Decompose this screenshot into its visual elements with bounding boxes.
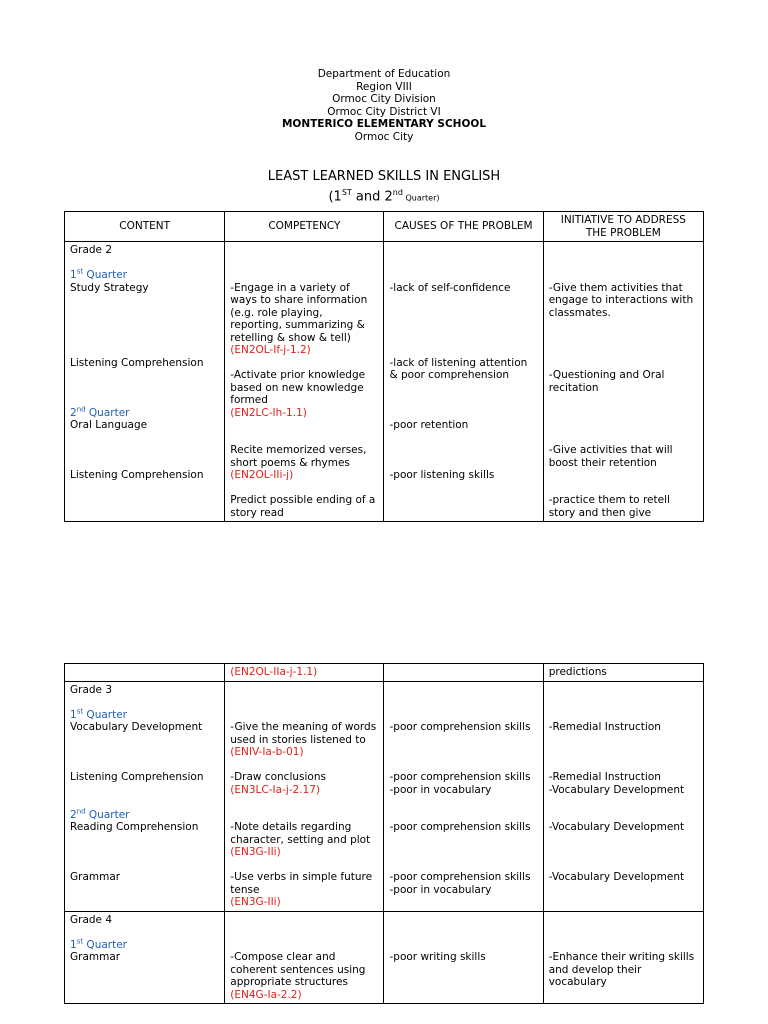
cell-line (549, 926, 698, 939)
cell-line (389, 859, 537, 872)
cell-line: -Vocabulary Development (548, 871, 685, 883)
cell-line: story and then give (548, 506, 652, 519)
quarter-label: 2nd Quarter (70, 807, 130, 821)
cell-line (70, 759, 219, 772)
cell-line (549, 696, 698, 709)
skills-table-page-1 (64, 211, 704, 522)
cell-line (70, 846, 219, 859)
cell-line: character, setting and plot (230, 833, 371, 846)
cell-line: -poor comprehension skills (389, 871, 531, 883)
competency-code: (EN2LC-Ih-1.1) (230, 406, 307, 419)
cell-line (549, 809, 698, 822)
cell-line: -Note details regarding (230, 821, 352, 833)
cell-line (389, 734, 537, 747)
cell-line (549, 734, 698, 747)
cell-line (70, 746, 219, 759)
cell-line: -Vocabulary Development (548, 783, 685, 796)
cell-line (389, 444, 537, 457)
cell-line: Grammar (70, 871, 121, 883)
cell-line (70, 432, 219, 445)
cell-line (549, 939, 698, 952)
cell-line (549, 332, 698, 345)
cell-line (389, 257, 537, 270)
cell-line: Reading Comprehension (70, 821, 199, 833)
cell-line (389, 407, 537, 420)
cell-line (549, 684, 698, 697)
cell-line: -poor comprehension skills (389, 821, 531, 833)
cell-line (230, 419, 378, 432)
cell-line (70, 444, 219, 457)
header-causes: CAUSES OF THE PROBLEM (384, 212, 543, 242)
competency-code: (EN3G-IIi) (230, 896, 281, 908)
competency-cell (225, 242, 384, 522)
cell-line (549, 759, 698, 772)
header-city: Ormoc City (354, 130, 414, 143)
cell-line: -Questioning and Oral (548, 369, 665, 381)
cell-line: -Compose clear and (230, 951, 336, 963)
cell-line (549, 257, 698, 270)
competency-code: (EN3G-IIi) (230, 846, 281, 858)
document-header (0, 68, 768, 143)
cell-line: recitation (548, 381, 599, 394)
cell-line (389, 457, 537, 470)
cell-line: -poor in vocabulary (389, 783, 492, 796)
cell-line: Grade 4 (70, 913, 113, 926)
cell-line (389, 939, 537, 952)
competency-code: (EN2OL-If-j-1.2) (230, 344, 311, 356)
cell-line (389, 809, 537, 822)
title-sub-and: and 2 (351, 189, 393, 205)
cell-line: -poor writing skills (389, 951, 486, 963)
cell-line (389, 432, 537, 445)
cell-line (389, 684, 537, 697)
cell-line: formed (230, 394, 268, 406)
cell-line: Recite memorized verses, (230, 444, 367, 456)
cell-line (230, 684, 378, 697)
table-header-row (65, 212, 704, 242)
cell-line: -practice them to retell (548, 494, 670, 506)
cell-line: coherent sentences using (230, 963, 366, 976)
cell-line: based on new knowledge (230, 381, 364, 394)
cell-line (389, 244, 537, 257)
cell-line: Listening Comprehension (70, 771, 204, 783)
cell-line (549, 796, 698, 809)
cell-line (230, 859, 378, 872)
cell-line (549, 482, 698, 495)
header-initiative: INITIATIVE TO ADDRESS THE PROBLEM (543, 212, 703, 242)
cell-line (70, 796, 219, 809)
causes-cell (384, 664, 543, 682)
cell-line (70, 394, 219, 407)
cell-line: -Engage in a variety of (230, 281, 350, 294)
cell-line (230, 244, 378, 257)
table-row (65, 911, 704, 1004)
cell-line: Vocabulary Development (70, 721, 203, 733)
cell-line (549, 357, 698, 370)
cell-line: -poor comprehension skills (389, 771, 531, 783)
cell-line: -Vocabulary Development (548, 821, 685, 833)
cell-line (549, 407, 698, 420)
cell-line (70, 294, 219, 307)
cell-line: (e.g. role playing, (230, 306, 323, 319)
cell-line (230, 759, 378, 772)
cell-line (389, 709, 537, 722)
cell-line (230, 269, 378, 282)
competency-code: (EN2OL-IIi-j) (230, 469, 294, 481)
cell-line (230, 357, 378, 370)
cell-line: appropriate structures (230, 976, 348, 988)
initiative-cell (543, 681, 703, 911)
cell-line (70, 926, 219, 939)
cell-line (389, 914, 537, 927)
cell-line (549, 914, 698, 927)
initiative-cell: predictions (543, 664, 703, 682)
cell-line (389, 926, 537, 939)
cell-line (230, 696, 378, 709)
cell-line (70, 734, 219, 747)
table-row (65, 664, 704, 682)
cell-line: Grammar (70, 951, 121, 963)
cell-line (549, 846, 698, 859)
cell-line (70, 696, 219, 709)
quarter-label: 1st Quarter (70, 267, 127, 281)
cell-line (389, 746, 537, 759)
cell-line: -Give activities that will (548, 444, 673, 456)
initiative-cell (543, 911, 703, 1004)
cell-line: story read (230, 506, 284, 519)
cell-line: -lack of self-confidence (389, 281, 511, 294)
cell-line (70, 457, 219, 470)
cell-line: -poor listening skills (389, 469, 495, 481)
cell-line (230, 809, 378, 822)
quarter-label: 2nd Quarter (70, 405, 130, 419)
cell-line: classmates. (548, 306, 611, 319)
cell-line (549, 834, 698, 847)
cell-line: and develop their (548, 963, 642, 976)
cell-line (389, 759, 537, 772)
header-line: Ormoc City Division (332, 93, 436, 105)
title-main: LEAST LEARNED SKILLS IN ENGLISH (267, 169, 501, 184)
quarter-label: 1st Quarter (70, 707, 127, 721)
cell-line (70, 834, 219, 847)
cell-line (70, 319, 219, 332)
title-sub-open: (1 (328, 189, 342, 205)
causes-cell (384, 681, 543, 911)
cell-line (230, 709, 378, 722)
cell-line (549, 244, 698, 257)
cell-line: tense (230, 883, 260, 896)
header-line: Region VIII (356, 80, 412, 93)
cell-line: ways to share information (230, 294, 368, 306)
cell-line: -Draw conclusions (230, 771, 326, 783)
cell-line (389, 294, 537, 307)
cell-line (549, 859, 698, 872)
cell-line: Grade 3 (70, 683, 113, 696)
causes-cell (384, 911, 543, 1004)
cell-line (389, 332, 537, 345)
cell-line (70, 382, 219, 395)
competency-cell (225, 681, 384, 911)
cell-line (389, 394, 537, 407)
cell-line (70, 859, 219, 872)
cell-line: Oral Language (70, 419, 148, 431)
header-line: Ormoc City District VI (327, 105, 441, 118)
cell-line: -Use verbs in simple future (230, 871, 373, 883)
cell-line (389, 834, 537, 847)
cell-line (549, 269, 698, 282)
competency-cell (225, 911, 384, 1004)
skills-table-page-2 (64, 663, 704, 1004)
school-name: MONTERICO ELEMENTARY SCHOOL (281, 118, 487, 130)
cell-line (70, 257, 219, 270)
competency-code: (ENIV-Ia-b-01) (230, 746, 304, 758)
competency-code: (EN4G-Ia-2.2) (230, 988, 302, 1001)
cell-line (549, 432, 698, 445)
cell-line (230, 939, 378, 952)
cell-line: -poor in vocabulary (389, 883, 492, 896)
initiative-cell (543, 242, 703, 522)
cell-line: retelling & show & tell) (230, 331, 351, 344)
cell-line: Listening Comprehension (70, 356, 204, 369)
cell-line (549, 344, 698, 357)
cell-line: -Give them activities that (548, 281, 683, 294)
cell-line (389, 846, 537, 859)
cell-line: -poor comprehension skills (389, 721, 531, 733)
cell-line (70, 332, 219, 345)
cell-line (389, 796, 537, 809)
cell-line: -Remedial Instruction (548, 721, 661, 733)
cell-line (549, 469, 698, 482)
cell-line (230, 796, 378, 809)
causes-cell (384, 242, 543, 522)
cell-line: -lack of listening attention (389, 356, 528, 369)
cell-line (70, 307, 219, 320)
cell-line (70, 369, 219, 382)
content-cell (65, 664, 225, 682)
title-sup-2: nd (392, 188, 403, 197)
content-cell (65, 242, 225, 522)
cell-line: Study Strategy (70, 281, 149, 294)
cell-line (230, 926, 378, 939)
competency-code: (EN3LC-Ia-j-2.17) (230, 783, 321, 796)
cell-line (70, 784, 219, 797)
cell-line (549, 709, 698, 722)
cell-line (230, 432, 378, 445)
cell-line: boost their retention (548, 456, 657, 469)
cell-line (389, 382, 537, 395)
table-row (65, 681, 704, 911)
cell-line (549, 746, 698, 759)
cell-line: -Enhance their writing skills (548, 951, 695, 963)
quarter-label: 1st Quarter (70, 937, 127, 951)
cell-line: reporting, summarizing & (230, 319, 365, 331)
header-content: CONTENT (65, 212, 225, 242)
title-sub (0, 185, 768, 206)
cell-line (389, 319, 537, 332)
cell-line: & poor comprehension (389, 369, 510, 381)
cell-line (230, 257, 378, 270)
content-cell (65, 911, 225, 1004)
cell-line: Listening Comprehension (70, 469, 204, 481)
cell-line (230, 914, 378, 927)
cell-line: short poems & rhymes (230, 456, 350, 469)
cell-line (389, 344, 537, 357)
title-sub-quarter: Quarter) (402, 193, 440, 203)
header-competency: COMPETENCY (225, 212, 384, 242)
cell-line: vocabulary (548, 976, 607, 988)
title-sup-1: ST (341, 188, 352, 197)
header-line: Department of Education (317, 68, 451, 80)
cell-line: -poor retention (389, 419, 469, 431)
cell-line (549, 419, 698, 432)
cell-line (549, 319, 698, 332)
document-title (0, 169, 768, 206)
cell-line: -Activate prior knowledge (230, 369, 366, 381)
cell-line (70, 344, 219, 357)
competency-code: (EN2OL-IIa-j-1.1) (225, 664, 384, 682)
cell-line: Grade 2 (70, 244, 113, 256)
content-cell (65, 681, 225, 911)
cell-line (230, 482, 378, 495)
cell-line (389, 696, 537, 709)
cell-line (389, 307, 537, 320)
cell-line: -Remedial Instruction (548, 771, 661, 783)
cell-line: -Give the meaning of words (230, 721, 377, 733)
table-row (65, 242, 704, 522)
cell-line (549, 394, 698, 407)
cell-line (389, 269, 537, 282)
cell-line: used in stories listened to (230, 733, 366, 746)
cell-line: Predict possible ending of a (230, 494, 376, 506)
cell-line: engage to interactions with (548, 294, 694, 306)
